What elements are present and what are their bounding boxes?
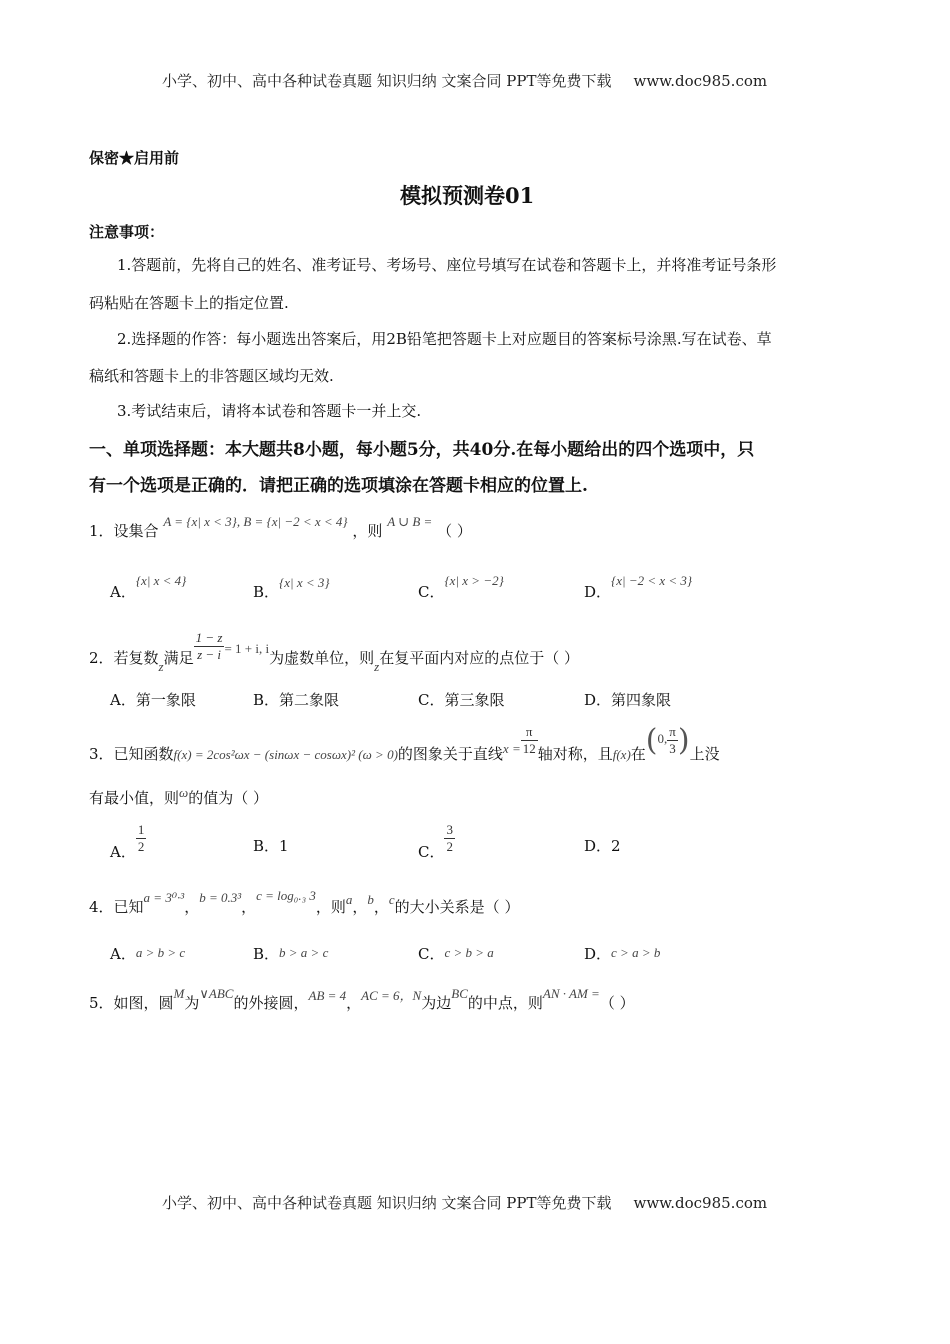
q3-option-a: A． $\frac{1}{2}$ <box>110 822 145 861</box>
q4-a: a = 3⁰·³ <box>143 890 185 905</box>
q4-text2: 的大小关系是（ ） <box>394 898 520 916</box>
q2-fraction: $\frac{1 - z}{z - i}$ <box>195 630 223 662</box>
q4-option-b: B．b > a > c <box>253 945 329 963</box>
q3-option-c-fraction: $\frac{3}{2}$ <box>446 822 453 854</box>
question-1 <box>89 514 472 542</box>
q3-line2b: 的值为（ ） <box>188 789 268 807</box>
q2-text1: 满足 <box>163 648 194 667</box>
q1-option-b: B．{x| x < 3} <box>253 575 330 601</box>
q5-text2: 的外接圆， <box>233 994 309 1012</box>
notice-item-1-line2: 码粘贴在答题卡上的指定位置. <box>89 294 289 312</box>
q3-text3: 在 <box>630 744 646 763</box>
q4-var-b: b <box>367 892 374 907</box>
q2-prefix: 2．若复数 <box>89 648 159 667</box>
q5-text3: 为边 <box>421 994 452 1012</box>
q1-option-c: C．{x| x > −2} <box>418 573 504 601</box>
section-heading-line2: 有一个选项是正确的．请把正确的选项填涂在答题卡相应的位置上. <box>89 476 588 496</box>
q4-prefix: 4．已知 <box>89 898 144 916</box>
q2-option-c: C．第三象限 <box>418 691 505 709</box>
notice-item-2-line1: 2.选择题的作答：每小题选出答案后，用2B铅笔把答题卡上对应题目的答案标号涂黑.写在试卷、草 <box>117 330 772 348</box>
q3-option-d: D．2 <box>584 837 621 855</box>
q2-text3: 在复平面内对应的点位于（ ） <box>379 648 579 667</box>
q4-c: c = log₀.₃ 3 <box>256 888 316 903</box>
q2-option-a: A．第一象限 <box>110 691 196 709</box>
header-text: 小学、初中、高中各种试卷真题 知识归纳 文案合同 PPT等免费下载 <box>162 72 612 90</box>
q5-text1: 为 <box>184 994 200 1012</box>
q3-line2 <box>89 785 268 809</box>
q4-b: b = 0.3³ <box>199 890 242 905</box>
notice-item-3: 3.考试结束后，请将本试卷和答题卡一并上交. <box>117 402 422 420</box>
q1-prefix: 1．设集合 <box>89 522 159 540</box>
q3-omega: ω <box>179 785 189 800</box>
section-heading-line1: 一、单项选择题：本大题共8小题，每小题5分，共40分.在每小题给出的四个选项中，只 <box>89 440 755 460</box>
page-title: 模拟预测卷01 <box>400 183 535 208</box>
q5-prefix: 5．如图，圆 <box>89 994 174 1012</box>
q5-text4: 的中点，则 <box>467 994 543 1012</box>
q3-right-paren-icon: ) <box>677 722 690 758</box>
notice-item-2-line2: 稿纸和答题卡上的非答题区域均无效. <box>89 367 334 385</box>
q5-M: M <box>173 986 185 1001</box>
question-3 <box>89 724 720 768</box>
q3-option-b: B．1 <box>253 837 289 855</box>
q3-fraction-pi-12: $\frac{\pi}{12}$ <box>522 724 536 756</box>
q5-blank: （ ） <box>599 994 635 1012</box>
confidential-label: 保密★启用前 <box>89 149 180 167</box>
q2-option-b: B．第二象限 <box>253 691 340 709</box>
q1-option-a: A．{x| x < 4} <box>110 573 187 601</box>
q5-bc: BC <box>451 986 468 1001</box>
q4-var-a: a <box>345 892 353 907</box>
q3-text4: 上没 <box>689 744 720 763</box>
footer-text: 小学、初中、高中各种试卷真题 知识归纳 文案合同 PPT等免费下载 <box>162 1194 612 1212</box>
q3-function: f(x) = 2cos²ωx − (sinωx − cosωx)² (ω > 0) <box>173 746 398 762</box>
question-4: 4．已知a = 3⁰·³，b = 0.3³，c = log₀.₃ 3，则a，b，c的大小关系是（ ） <box>89 888 520 916</box>
q4-option-d: D．c > a > b <box>584 945 661 963</box>
q3-left-paren-icon: ( <box>645 722 658 758</box>
page-header <box>162 70 767 91</box>
q4-var-c: c <box>388 892 395 907</box>
q1-mid: ，则 <box>352 522 383 540</box>
header-site[interactable]: www.doc985.com <box>633 72 768 90</box>
q3-text1: 的图象关于直线 <box>397 744 503 763</box>
q3-fraction-pi-3: $\frac{\pi}{3}$ <box>669 724 676 756</box>
question-5: 5．如图，圆M为∨ABC的外接圆，AB = 4，AC = 6，N为边BC的中点，则AN · AM =（ ） <box>89 986 635 1012</box>
notice-item-1-line1: 1.答题前，先将自己的姓名、准考证号、考场号、座位号填写在试卷和答题卡上，并将准考证号条形 <box>117 256 777 274</box>
q3-option-c: C． $\frac{3}{2}$ <box>418 822 453 861</box>
q1-formula: A = {x| x < 3}, B = {x| −2 < x < 4} <box>163 514 348 529</box>
q4-text1: ，则 <box>315 898 346 916</box>
question-2 <box>89 630 579 672</box>
q1-formula2: A ∪ B = <box>387 514 433 529</box>
q3-prefix: 3．已知函数 <box>89 744 174 763</box>
q3-interval-start: 0, <box>657 730 668 746</box>
q2-text2: 为虚数单位，则 <box>269 648 375 667</box>
q5-ab: AB = 4 <box>308 988 347 1003</box>
q3-text2: 轴对称，且 <box>537 744 613 763</box>
q1-option-d: D．{x| −2 < x < 3} <box>584 573 693 601</box>
q3-x-eq: x = <box>502 740 521 756</box>
footer-site[interactable]: www.doc985.com <box>633 1194 768 1212</box>
q2-equation: = 1 + i, i <box>224 640 270 656</box>
q3-fx: f(x) <box>612 746 631 762</box>
q5-triangle: ∨ABC <box>199 986 234 1001</box>
q2-var-z2: z <box>374 658 380 674</box>
q5-ac: AC = 6，N <box>361 988 422 1003</box>
q4-option-a: A．a > b > c <box>110 945 186 963</box>
notice-heading: 注意事项： <box>89 223 165 241</box>
q4-option-c: C．c > b > a <box>418 945 494 963</box>
q3-line2a: 有最小值，则 <box>89 789 180 807</box>
q2-option-d: D．第四象限 <box>584 691 672 709</box>
page-footer <box>162 1192 767 1213</box>
q1-blank: （ ） <box>437 522 472 540</box>
q5-dot-product: AN · AM = <box>542 986 600 1001</box>
q3-option-a-fraction: $\frac{1}{2}$ <box>137 822 145 854</box>
q2-var-z: z <box>158 658 164 674</box>
